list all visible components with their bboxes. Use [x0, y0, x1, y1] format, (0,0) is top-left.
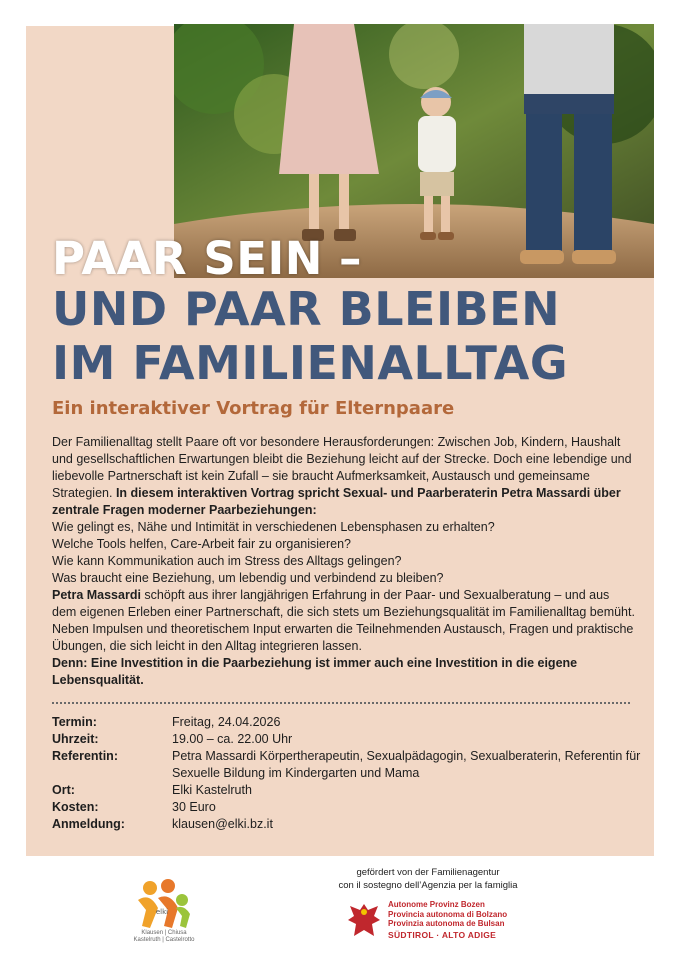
info-row-ort [52, 782, 642, 799]
subtitle: Ein interaktiver Vortrag für Elternpaare [52, 398, 455, 419]
info-value: Petra Massardi Körpertherapeutin, Sexualpädagogin, Sexualberaterin, Referentin für Sexuelle Bildung im Kindergarten und Mama [172, 749, 641, 780]
headline-line-2: UND PAAR BLEIBEN [52, 282, 561, 336]
info-label: Uhrzeit: [52, 732, 99, 746]
dotted-divider [52, 702, 630, 704]
event-info-table [52, 714, 642, 833]
info-value: 30 Euro [172, 800, 216, 814]
question-item: Wie kann Kommunikation auch im Stress des Alltags gelingen? [52, 554, 402, 568]
info-label: Referentin: [52, 749, 118, 763]
info-label: Anmeldung: [52, 817, 125, 831]
sponsor-line-2: con il sostegno dell’Agenzia per la famiglia [338, 880, 518, 891]
province-text [388, 900, 507, 940]
elki-caption [126, 930, 202, 944]
svg-text:elki: elki [155, 908, 169, 916]
closing-text: Denn: Eine Investition in die Paarbeziehung ist immer auch eine Investition in die eigene Lebensqualität. [52, 656, 578, 687]
headline-line-3: IM FAMILIENALLTAG [52, 336, 569, 390]
closing-paragraph [52, 655, 636, 689]
info-label: Ort: [52, 783, 75, 797]
tyrolean-eagle-icon [346, 900, 382, 944]
info-label: Termin: [52, 715, 97, 729]
question-item: Welche Tools helfen, Care-Arbeit fair zu organisieren? [52, 537, 351, 551]
body-text [52, 434, 636, 689]
province-line-1: Autonome Provinz Bozen [388, 900, 485, 909]
question-item: Was braucht eine Beziehung, um lebendig und verbindend zu bleiben? [52, 571, 444, 585]
speaker-paragraph [52, 587, 636, 655]
elki-caption-line-2: Kastelruth | Castelrotto [133, 937, 195, 943]
speaker-text: schöpft aus ihrer langjährigen Erfahrung in der Paar- und Sexualberatung – und aus dem eigenen Erleben einer Partnerschaft, die sich stets um Beziehungsqualität im Familienalltag bemüht. Neben Impulsen und theoretischem Input erwarten die Teilnehmenden Austausch, Fragen und praktische Übungen, die sich leicht in den Alltag integrieren lassen. [52, 588, 635, 653]
province-line-4: SÜDTIROL · ALTO ADIGE [388, 929, 497, 940]
info-row-termin [52, 714, 642, 731]
info-row-referentin [52, 748, 642, 782]
info-row-kosten [52, 799, 642, 816]
info-row-uhrzeit [52, 731, 642, 748]
intro-paragraph [52, 434, 636, 519]
registration-email[interactable]: klausen@elki.bz.it [172, 817, 273, 831]
info-value: Freitag, 24.04.2026 [172, 715, 281, 729]
elki-caption-line-1: Klausen | Chiusa [141, 930, 187, 936]
province-logo [346, 900, 556, 946]
sponsor-line-1: gefördert von der Familienagentur [356, 867, 500, 878]
province-line-3: Provinzia autonoma de Bulsan [388, 919, 505, 928]
info-label: Kosten: [52, 800, 99, 814]
speaker-name: Petra Massardi [52, 588, 141, 602]
intro-text: Der Familienalltag stellt Paare oft vor besondere Herausforderungen: Zwischen Job, Kindern, Haushalt und gesellschaftlichen Erwartungen bleibt die Beziehung leicht auf der Strecke. Doch eine lebendige und liebevolle Partnerschaft ist kein Zufall – sie braucht Aufmerksamkeit, Austausch und gemeinsame Strategien. [52, 435, 632, 500]
province-line-2: Provincia autonoma di Bolzano [388, 909, 508, 919]
question-item: Wie gelingt es, Nähe und Intimität in verschiedenen Lebensphasen zu erhalten? [52, 520, 495, 534]
intro-bold-text: In diesem interaktiven Vortrag spricht Sexual- und Paarberaterin Petra Massardi über zentrale Fragen moderner Paarbeziehungen: [52, 486, 621, 517]
info-value: 19.00 – ca. 22.00 Uhr [172, 732, 293, 746]
sponsor-text [318, 866, 538, 892]
headline-line-1: PAAR SEIN – [52, 232, 363, 285]
info-value: Elki Kastelruth [172, 783, 252, 797]
info-row-anmeldung [52, 816, 642, 833]
